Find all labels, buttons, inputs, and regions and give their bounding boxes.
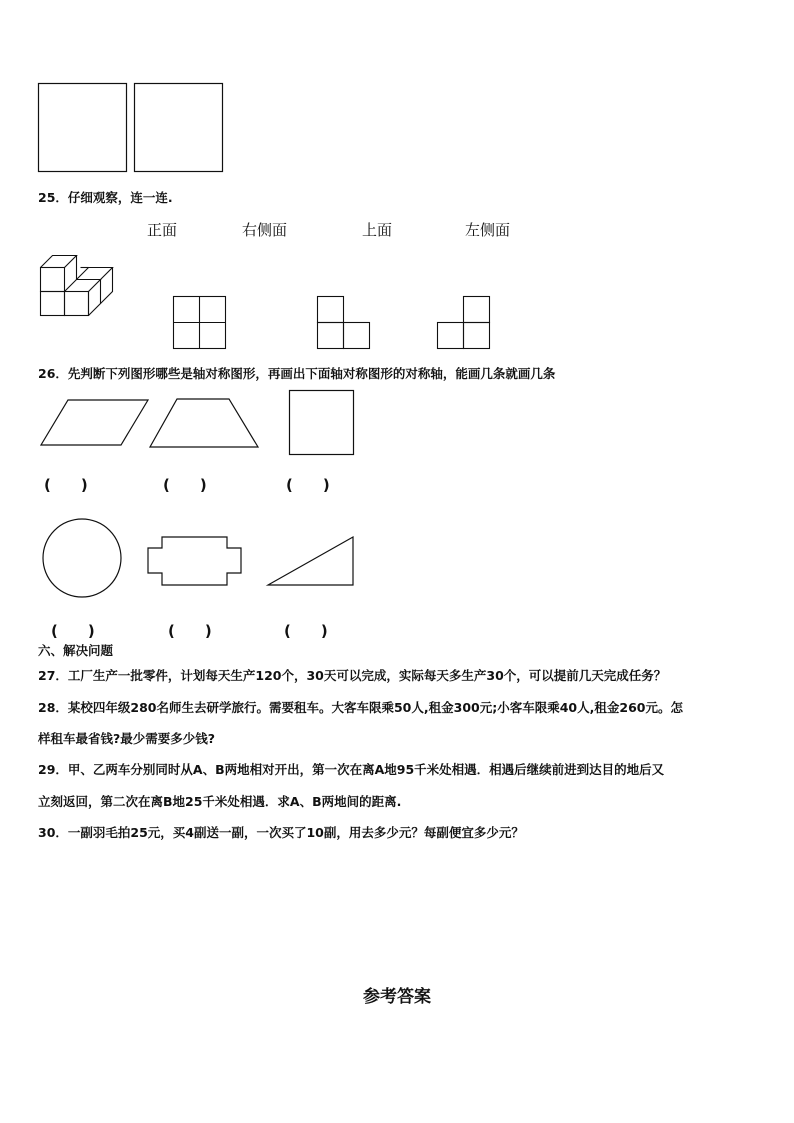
answer-paren-5[interactable]: ( ) [168,622,212,640]
answer-paren-6[interactable]: ( ) [284,622,328,640]
answer-paren-1[interactable]: ( ) [44,476,88,494]
question-27: 27．工厂生产一批零件，计划每天生产120个，30天可以完成，实际每天多生产30个，可以提前几天完成任务？ [38,668,667,683]
answer-title: 参考答案 [363,987,431,1007]
question-30: 30．一副羽毛拍25元，买4副送一副，一次买了10副，用去多少元？每副便宜多少元？ [38,825,524,840]
answer-paren-4[interactable]: ( ) [51,622,95,640]
question-29-line2: 立刻返回，第二次在离B地25千米处相遇．求A、B两地间的距离. [38,794,402,809]
question-29-line1: 29．甲、乙两车分别同时从A、B两地相对开出，第一次在离A地95千米处相遇．相遇后继续前进到达目的地后又 [38,762,665,777]
question-28-line2: 样租车最省钱?最少需要多少钱? [38,731,216,746]
question-26: 26．先判断下列图形哪些是轴对称图形，再画出下面轴对称图形的对称轴，能画几条就画几条 [38,366,556,381]
view-label-front: 正面 [147,221,178,239]
question-25: 25．仔细观察，连一连. [38,190,173,205]
section-6-heading: 六、解决问题 [38,643,114,658]
view-label-right: 右侧面 [242,221,288,239]
view-label-left: 左侧面 [465,221,511,239]
right-triangle-shape [268,537,353,585]
answer-paren-3[interactable]: ( ) [286,476,330,494]
view-label-top: 上面 [362,221,393,239]
circle-shape [43,519,121,597]
question-28-line1: 28．某校四年级280名师生去研学旅行。需要租车。大客车限乘50人,租金300元;小客车限乘40人,租金260元。怎 [38,700,683,715]
answer-paren-2[interactable]: ( ) [163,476,207,494]
cross-shape [148,537,241,585]
q26-shapes-row2 [0,0,380,600]
